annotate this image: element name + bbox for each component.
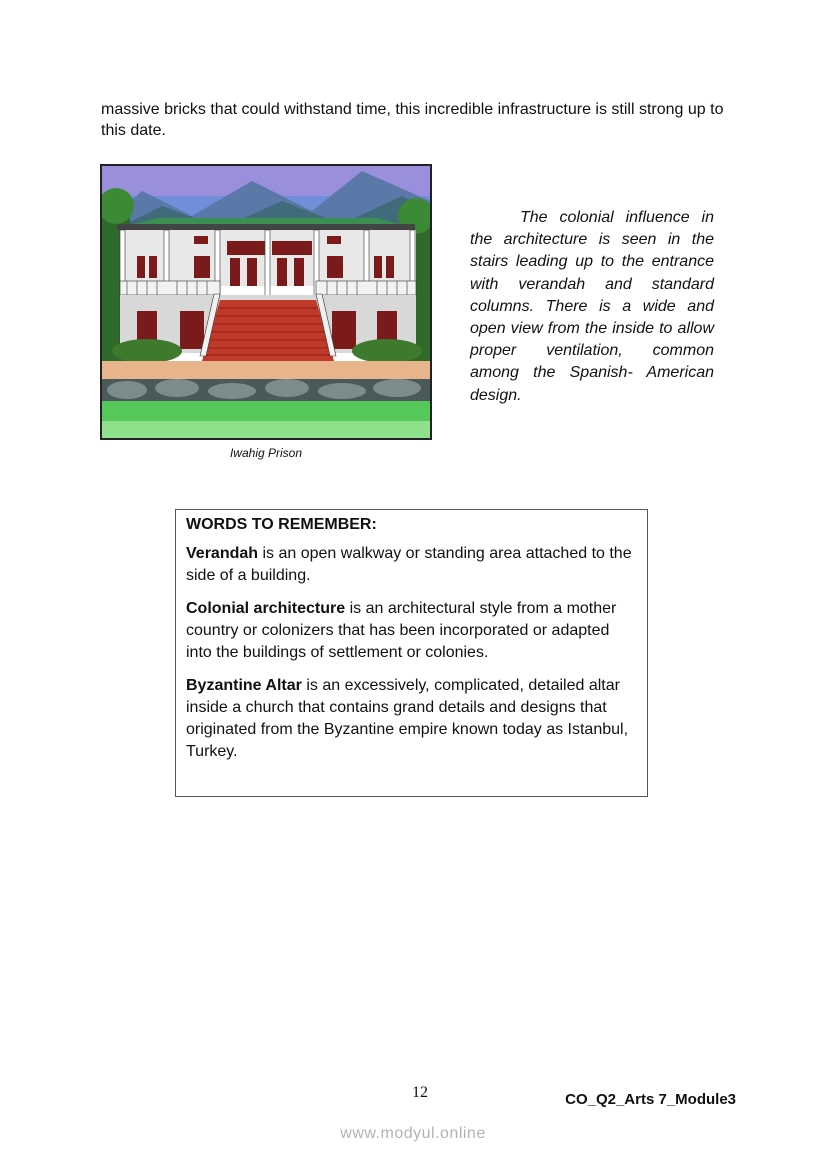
words-to-remember-box bbox=[175, 509, 648, 797]
term-definition: is an open walkway or standing area attached to the side of a building. bbox=[186, 545, 632, 584]
figure-description: The colonial influence in the architecture is seen in the stairs leading up to the entrance with verandah and standard columns. There is a wide and open view from the inside to allow proper ventilation, common among the Spanish- American design. bbox=[470, 209, 714, 404]
intro-paragraph: massive bricks that could withstand time, this incredible infrastructure is still strong up to this date. bbox=[101, 101, 724, 139]
term-definition: is an excessively, complicated, detailed altar inside a church that contains grand details and designs that originated from the Byzantine empire known today as Istanbul, Turkey. bbox=[186, 677, 629, 760]
term-verandah bbox=[186, 543, 637, 587]
term-definition: is an architectural style from a mother country or colonizers that has been incorporated or adapted into the buildings of settlement or colonies. bbox=[186, 600, 617, 661]
term-colonial-architecture bbox=[186, 598, 637, 664]
words-to-remember-heading: WORDS TO REMEMBER: bbox=[186, 516, 377, 533]
term-label: Colonial architecture bbox=[186, 600, 346, 617]
module-code: CO_Q2_Arts 7_Module3 bbox=[565, 1091, 736, 1108]
iwahig-prison-image bbox=[100, 164, 432, 440]
term-label: Verandah bbox=[186, 545, 259, 562]
term-byzantine-altar bbox=[186, 675, 637, 763]
watermark: www.modyul.online bbox=[340, 1125, 486, 1142]
page-number: 12 bbox=[412, 1084, 428, 1101]
iwahig-prison-illustration bbox=[102, 166, 430, 438]
figure-caption: Iwahig Prison bbox=[229, 446, 303, 460]
term-label: Byzantine Altar bbox=[186, 677, 302, 694]
